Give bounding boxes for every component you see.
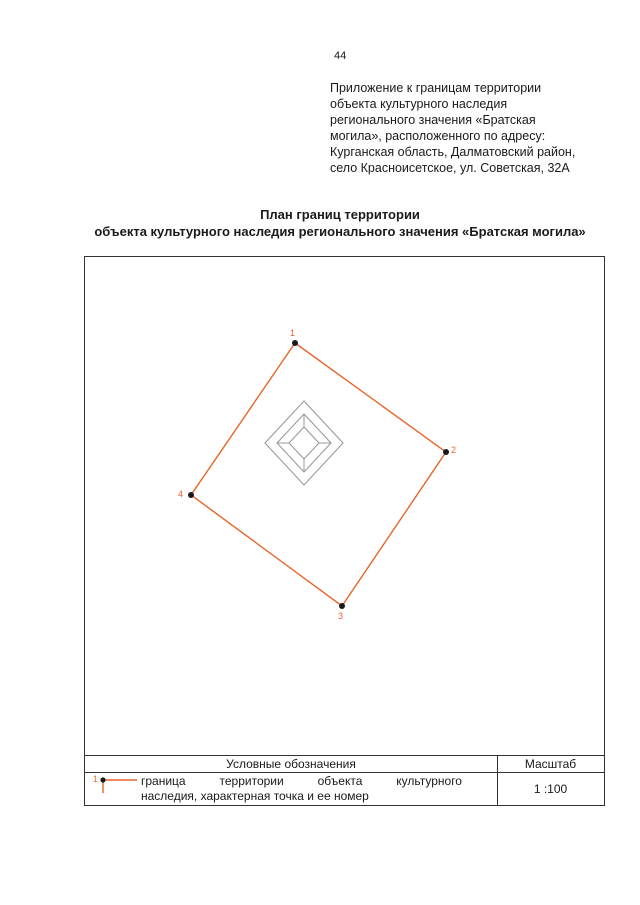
legend-word: граница	[141, 774, 186, 788]
appendix-note	[330, 80, 620, 176]
scale-header: Масштаб	[497, 756, 604, 773]
boundary-point-label: 4	[178, 489, 184, 499]
appendix-line: село Красноисетское, ул. Советская, 32А	[330, 161, 570, 175]
legend-description-line2: наследия, характерная точка и ее номер	[141, 789, 369, 803]
scale-value: 1 :100	[533, 782, 568, 796]
appendix-line: могила», расположенного по адресу:	[330, 129, 546, 143]
boundary-point-label: 2	[451, 445, 457, 455]
monument-outline-inner	[289, 427, 319, 459]
legend-header: Условные обозначения	[85, 756, 497, 773]
plan-frame	[84, 256, 605, 806]
appendix-line: регионального значения «Братская	[330, 113, 536, 127]
boundary-point-1	[292, 340, 298, 346]
legend-word: культурного	[396, 774, 462, 788]
territory-boundary	[191, 343, 446, 606]
boundary-point-label: 3	[338, 611, 344, 621]
plan-title-line1: План границ территории	[260, 207, 420, 222]
boundary-point-label: 1	[290, 328, 296, 338]
boundary-point-2	[443, 449, 449, 455]
legend-table	[85, 755, 604, 806]
monument-symbol	[265, 401, 343, 485]
appendix-line: Приложение к границам территории	[330, 81, 542, 95]
boundary-point-4	[188, 492, 194, 498]
page-number: 44	[334, 50, 347, 62]
plan-title-line2: объекта культурного наследия регионального значения «Братская могила»	[94, 224, 586, 239]
boundary-legend-symbol	[93, 774, 139, 804]
appendix-line: объекта культурного наследия	[330, 97, 508, 111]
legend-point-dot	[100, 777, 105, 782]
legend-divider	[497, 756, 498, 806]
appendix-line: Курганская область, Далматовский район,	[330, 145, 576, 159]
legend-word: объекта	[317, 774, 363, 788]
boundary-point-3	[339, 603, 345, 609]
legend-word: территории	[219, 774, 284, 788]
plan-drawing	[85, 257, 604, 755]
legend-point-label: 1	[93, 774, 99, 784]
plan-title	[60, 206, 620, 240]
legend-description	[141, 774, 462, 804]
